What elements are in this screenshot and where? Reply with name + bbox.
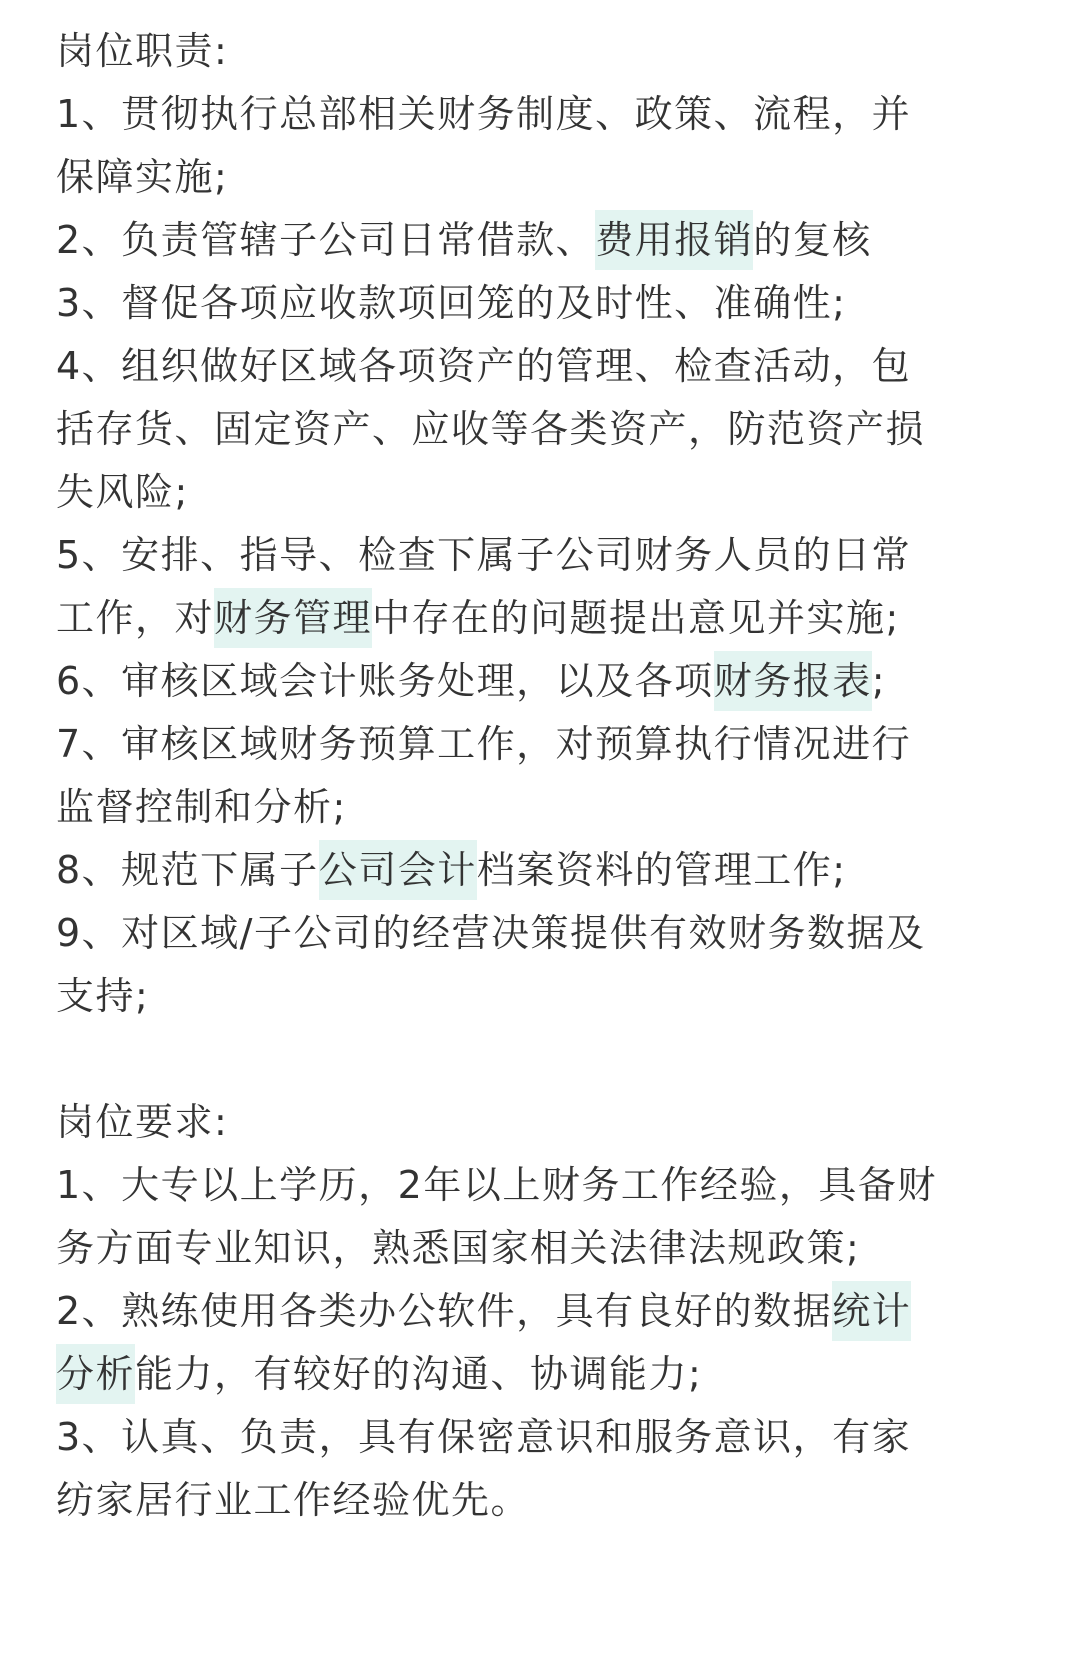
highlighted-keyword-link[interactable]: 财务管理 <box>214 588 372 648</box>
text-segment: ; <box>871 659 887 703</box>
text-line <box>56 776 1040 839</box>
text-line <box>56 461 1040 524</box>
text-line <box>56 524 1040 587</box>
text-line <box>56 965 1040 1028</box>
text-segment: 2、熟练使用各类办公软件，具有良好的数据 <box>56 1289 833 1333</box>
highlighted-keyword-link[interactable]: 公司会计 <box>319 840 477 900</box>
text-line <box>56 1154 1040 1217</box>
text-segment: 监督控制和分析; <box>56 785 347 829</box>
text-segment: 中存在的问题提出意见并实施; <box>372 596 900 640</box>
text-line <box>56 650 1040 713</box>
highlighted-keyword-link[interactable]: 费用报销 <box>595 210 753 270</box>
text-segment: 1、贯彻执行总部相关财务制度、政策、流程，并 <box>56 92 912 136</box>
text-segment: 6、审核区域会计账务处理，以及各项 <box>56 659 714 703</box>
text-line <box>56 1469 1040 1532</box>
highlighted-keyword-link[interactable]: 统计 <box>832 1281 911 1341</box>
highlighted-keyword-link[interactable]: 分析 <box>56 1344 135 1404</box>
text-segment: 3、认真、负责，具有保密意识和服务意识，有家 <box>56 1415 912 1459</box>
text-line <box>56 83 1040 146</box>
text-segment: 5、安排、指导、检查下属子公司财务人员的日常 <box>56 533 912 577</box>
text-segment: 档案资料的管理工作; <box>476 848 847 892</box>
text-line <box>56 587 1040 650</box>
text-segment: 保障实施; <box>56 155 229 199</box>
text-line <box>56 713 1040 776</box>
text-segment: 纺家居行业工作经验优先。 <box>56 1478 531 1522</box>
text-segment: 能力，有较好的沟通、协调能力; <box>135 1352 703 1396</box>
text-line <box>56 209 1040 272</box>
text-segment: 4、组织做好区域各项资产的管理、检查活动，包 <box>56 344 912 388</box>
text-segment: 8、规范下属子 <box>56 848 319 892</box>
section-heading: 岗位要求: <box>56 1100 229 1144</box>
section-spacer <box>56 1028 1040 1091</box>
text-line <box>56 1217 1040 1280</box>
text-segment: 失风险; <box>56 470 189 514</box>
text-segment: 支持; <box>56 974 150 1018</box>
text-line <box>56 335 1040 398</box>
section-heading: 岗位职责: <box>56 29 229 73</box>
text-line <box>56 1343 1040 1406</box>
text-segment: 2、负责管辖子公司日常借款、 <box>56 218 596 262</box>
text-segment: 括存货、固定资产、应收等各类资产，防范资产损 <box>56 407 926 451</box>
text-line <box>56 902 1040 965</box>
text-segment: 工作，对 <box>56 596 215 640</box>
text-segment: 的复核 <box>753 218 872 262</box>
text-line <box>56 1406 1040 1469</box>
text-segment: 9、对区域/子公司的经营决策提供有效财务数据及 <box>56 911 926 955</box>
text-segment: 1、大专以上学历，2年以上财务工作经验，具备财 <box>56 1163 937 1207</box>
highlighted-keyword-link[interactable]: 财务报表 <box>714 651 872 711</box>
text-line <box>56 1280 1040 1343</box>
text-segment: 务方面专业知识，熟悉国家相关法律法规政策; <box>56 1226 861 1270</box>
text-line <box>56 272 1040 335</box>
text-segment: 3、督促各项应收款项回笼的及时性、准确性; <box>56 281 847 325</box>
text-line <box>56 146 1040 209</box>
text-line <box>56 839 1040 902</box>
text-segment: 7、审核区域财务预算工作，对预算执行情况进行 <box>56 722 912 766</box>
text-line <box>56 398 1040 461</box>
